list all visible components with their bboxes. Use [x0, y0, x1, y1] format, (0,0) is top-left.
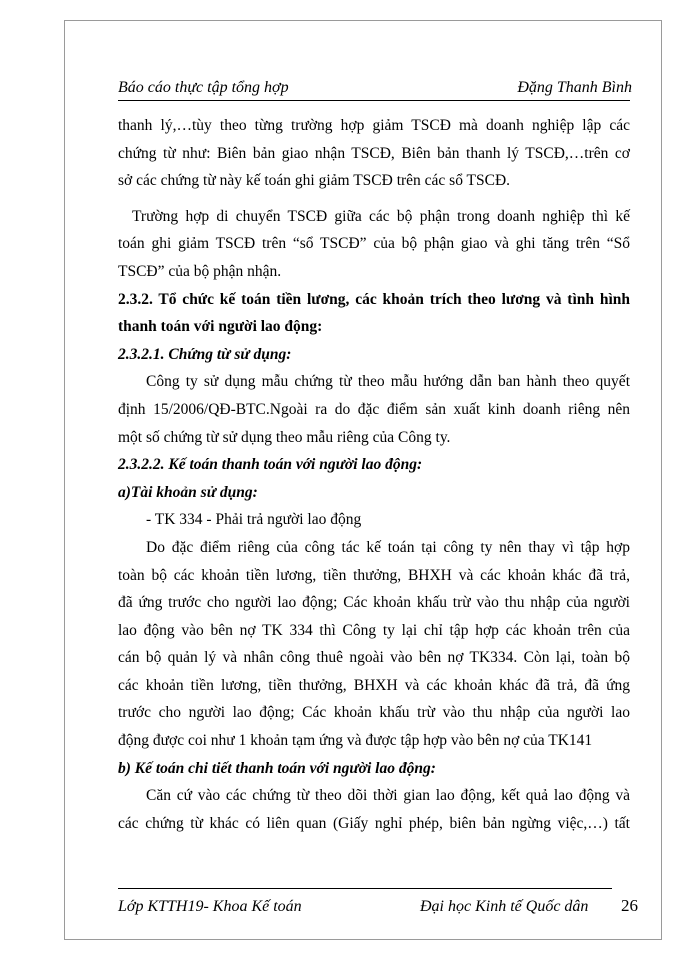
text-line: một số chứng từ sử dụng theo mẫu riêng của Công ty.: [118, 428, 451, 446]
text-line: định 15/2006/QĐ-BTC.Ngoài ra do đặc điểm sản xuất kinh doanh riêng nên: [118, 400, 630, 418]
heading-line: 2.3.2. Tổ chức kế toán tiền lương, các khoản trích theo lương và tình hình: [118, 290, 630, 308]
text-line: đã ứng trước cho người lao động; Các khoản khấu trừ vào thu nhập của người: [118, 594, 630, 612]
text-line: thanh lý,…tùy theo từng trường hợp giảm TSCĐ mà doanh nghiệp lập các: [118, 117, 630, 134]
text-line: các khoản tiền lương, tiền thưởng, BHXH và các khoản khác đã trả, đã ứng: [118, 676, 630, 694]
text-line: Trường hợp di chuyển TSCĐ giữa các bộ phận trong doanh nghiệp thì kế: [132, 207, 630, 225]
heading-a-accounts-used: a)Tài khoản sử dụng:: [118, 483, 258, 501]
text-line: Căn cứ vào các chứng từ theo dõi thời gian lao động, kết quả lao động và: [146, 787, 630, 805]
footer-university: Đại học Kinh tế Quốc dân: [420, 898, 589, 915]
text-line: Công ty sử dụng mẫu chứng từ theo mẫu hướng dẫn ban hành theo quyết: [146, 373, 630, 391]
page-footer: [118, 896, 638, 922]
heading-b-detailed-accounting: b) Kế toán chi tiết thanh toán với người lao động:: [118, 759, 436, 777]
header-author: Đặng Thanh Bình: [517, 79, 632, 96]
paragraph-tscd-reduction: [118, 112, 630, 195]
text-line: cán bộ quản lý và nhân công thuê ngoài vào bên nợ TK334. Còn lại, toàn bộ: [118, 649, 630, 667]
text-line: các chứng từ khác có liên quan (Giấy nghỉ phép, biên bản ngừng việc,…) tất: [118, 814, 630, 832]
paragraph-based-on-documents: [118, 782, 630, 837]
heading-2-3-2-1: 2.3.2.1. Chứng từ sử dụng:: [118, 345, 292, 363]
heading-line: thanh toán với người lao động:: [118, 318, 323, 336]
text-line: toán ghi giảm TSCĐ trên “sổ TSCĐ” của bộ phận giao và ghi tăng trên “Sổ: [118, 235, 630, 253]
paragraph-tscd-transfer: [118, 203, 630, 286]
footer-class-faculty: Lớp KTTH19- Khoa Kế toán: [118, 898, 302, 915]
header-rule: [118, 100, 630, 101]
text-line: TSCĐ” của bộ phận nhận.: [118, 262, 282, 280]
footer-rule: [118, 888, 612, 889]
page-number: 26: [621, 896, 638, 915]
text-line: toàn bộ các khoản tiền lương, tiền thưởng, BHXH và các khoản khác đã trả,: [118, 566, 630, 584]
page-header: [118, 76, 636, 102]
text-line: sở các chứng từ này kế toán ghi giảm TSCĐ trên các sổ TSCĐ.: [118, 172, 511, 190]
text-line: chứng từ như: Biên bản giao nhận TSCĐ, Biên bản thanh lý TSCĐ,…trên cơ: [118, 144, 630, 162]
account-tk334: - TK 334 - Phải trả người lao động: [146, 511, 362, 529]
heading-2-3-2: [118, 286, 630, 341]
heading-2-3-2-2: 2.3.2.2. Kế toán thanh toán với người lao động:: [118, 456, 423, 474]
text-line: động được coi như 1 khoản tạm ứng và được tập hợp vào bên nợ của TK141: [118, 732, 593, 750]
text-line: lao động vào bên nợ TK 334 thì Công ty lại chỉ tập hợp các khoản trên của: [118, 621, 630, 639]
paragraph-payroll-details: [118, 534, 630, 755]
text-line: trước cho người lao động; Các khoản khấu trừ vào thu nhập của người lao: [118, 704, 630, 722]
text-line: Do đặc điểm riêng của công tác kế toán tại công ty nên thay vì tập hợp: [146, 538, 630, 556]
paragraph-documents-used: [118, 368, 630, 451]
header-report-title: Báo cáo thực tập tổng hợp: [118, 79, 289, 96]
document-body: [118, 112, 630, 837]
